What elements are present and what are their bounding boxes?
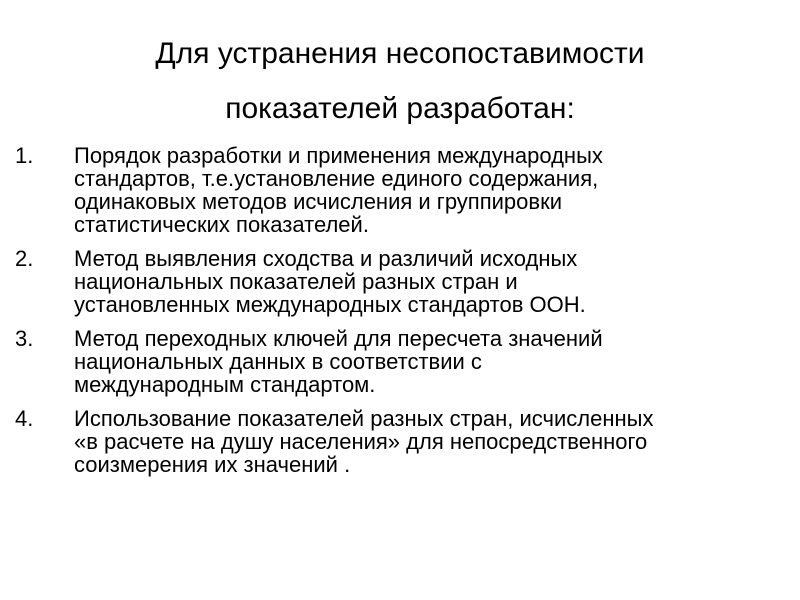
list-item-number: 2. [15, 246, 34, 271]
list-item-text-line: «в расчете на душу населения» для непосредственного [74, 429, 648, 454]
list-item-number: 3. [15, 326, 34, 351]
list-item-text-line: одинаковых методов исчисления и группировки [74, 189, 562, 214]
list-item-text-line: национальных данных в соответствии с [74, 349, 482, 374]
list-item [15, 407, 790, 476]
list-item [15, 247, 790, 316]
list-item [15, 327, 790, 396]
list-item-text-line: Порядок разработки и применения международных [74, 143, 603, 168]
list-item-number: 4. [15, 406, 34, 431]
list-item-text-line: Метод переходных ключей для пересчета значений [74, 326, 603, 351]
list-item-number: 1. [15, 143, 34, 168]
list-item-text-line: соизмерения их значений . [74, 452, 351, 477]
list-item-text-line: национальных показателей разных стран и [74, 269, 518, 294]
list-item-text-line: Метод выявления сходства и различий исходных [74, 246, 578, 271]
list-item [15, 144, 790, 236]
list-item-text-line: стандартов, т.е.установление единого содержания, [74, 166, 599, 191]
slide-title [0, 26, 800, 136]
slide-title-line: Для устранения несопоставимости [155, 37, 645, 70]
list-item-text-line: статистических показателей. [74, 212, 369, 237]
numbered-list [15, 144, 790, 487]
list-item-text-line: установленных международных стандартов ООН. [74, 292, 586, 317]
slide-title-line: показателей разработан: [225, 92, 575, 125]
list-item-text-line: международным стандартом. [74, 372, 376, 397]
list-item-text-line: Использование показателей разных стран, исчисленных [74, 406, 654, 431]
